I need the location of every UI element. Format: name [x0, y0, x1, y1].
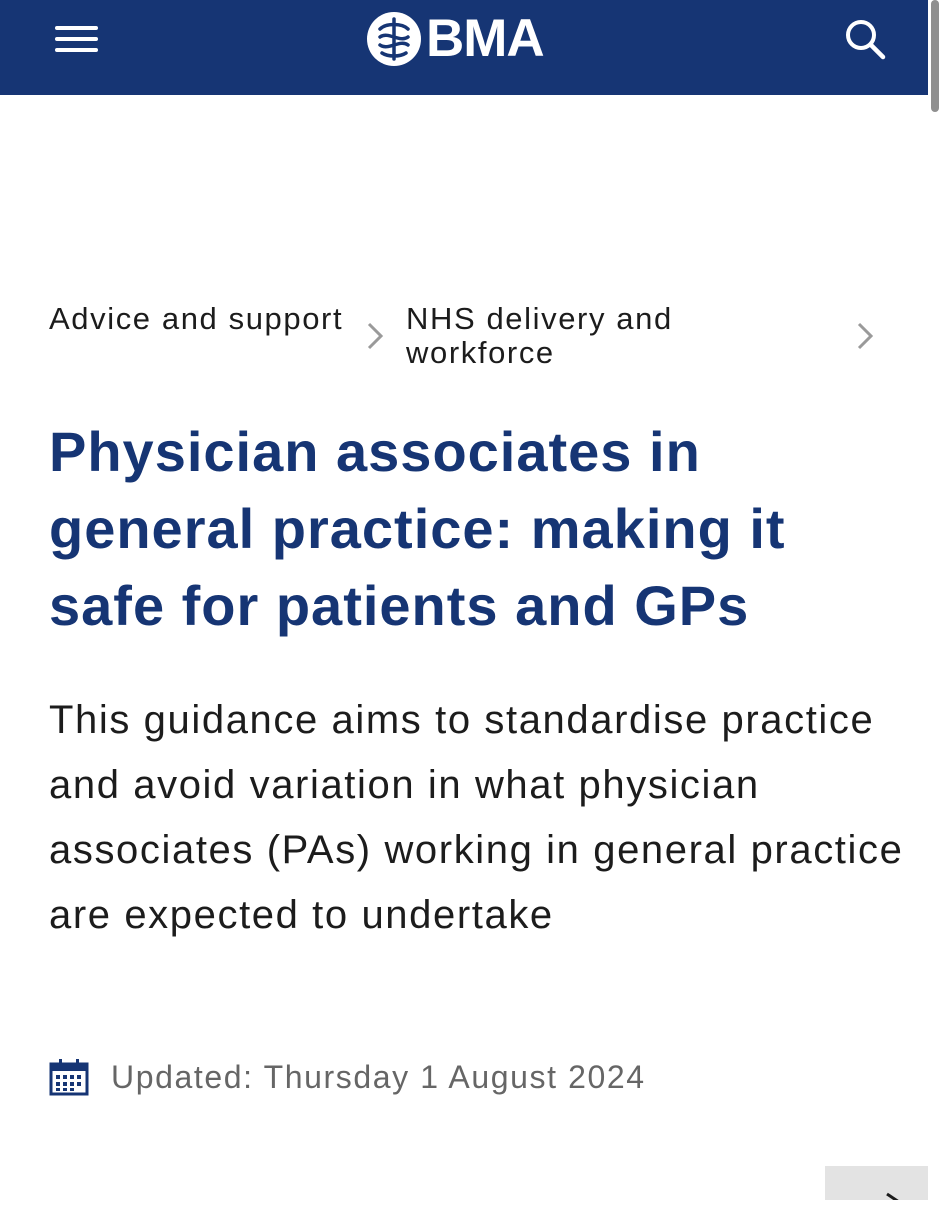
breadcrumb-advice-and-support[interactable]: Advice and support	[49, 301, 344, 336]
chevron-right-icon	[364, 319, 386, 353]
menu-bar	[55, 26, 98, 30]
search-button[interactable]	[842, 16, 890, 62]
hamburger-menu-button[interactable]	[52, 20, 102, 56]
scrollbar[interactable]	[928, 0, 942, 1200]
updated-text: Updated: Thursday 1 August 2024	[111, 1058, 646, 1095]
menu-bar	[55, 48, 98, 52]
bma-emblem-icon	[366, 11, 422, 67]
breadcrumb-nhs-delivery-and-workforce[interactable]: NHS delivery and workforce	[406, 301, 673, 370]
chevron-right-icon	[854, 319, 876, 353]
brand-name: BMA	[426, 9, 544, 68]
page-title: Physician associates in general practice: making it safe for patients and GPs	[49, 420, 786, 637]
search-icon	[842, 16, 890, 62]
bma-logo[interactable]	[366, 10, 544, 68]
site-header	[0, 0, 928, 95]
scrollbar-thumb[interactable]	[931, 0, 939, 112]
menu-bar	[55, 37, 98, 41]
calendar-icon	[49, 1058, 89, 1096]
updated-date	[49, 1058, 646, 1096]
article-summary: This guidance aims to standardise practice and avoid variation in what physician associates (PAs) working in general practice are expected to undertake	[49, 698, 904, 937]
chevron-right-icon	[825, 1166, 928, 1200]
next-button[interactable]	[825, 1166, 928, 1200]
